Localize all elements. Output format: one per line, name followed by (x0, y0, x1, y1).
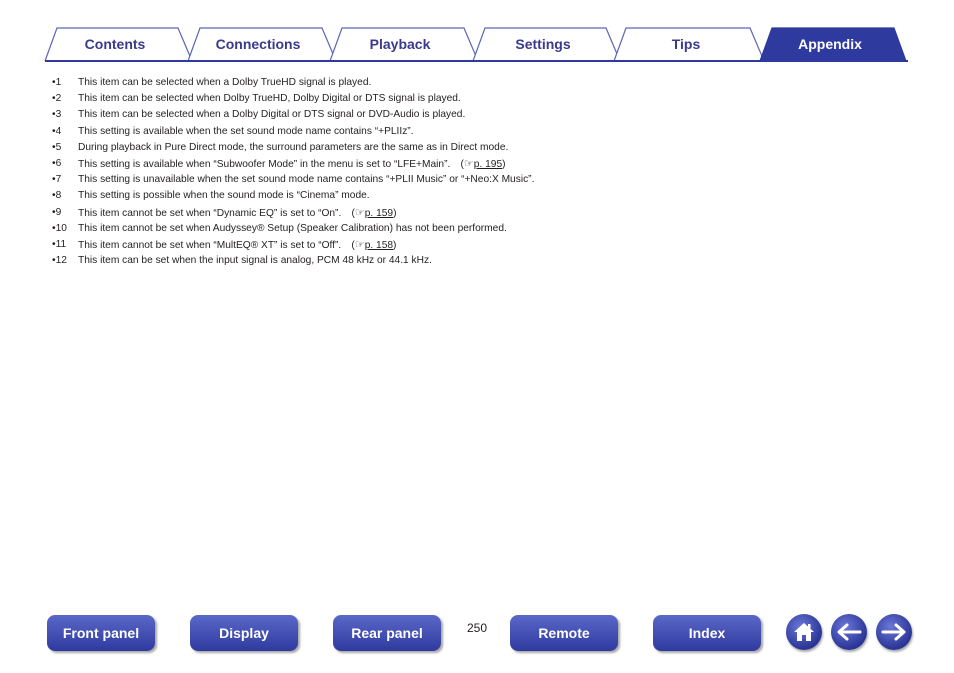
footnote-text: This item can be selected when a Dolby TrueHD signal is played. (78, 77, 372, 88)
rear-panel-button[interactable]: Rear panel (333, 615, 441, 651)
footnote-text-wrap (78, 221, 507, 237)
footnote-text-wrap (78, 237, 396, 254)
page-number: 250 (466, 621, 488, 635)
tab-contents[interactable]: Contents (84, 36, 146, 52)
footnote-marker: •4 (52, 125, 62, 137)
footnote-marker: •8 (52, 190, 62, 202)
footnote-item (52, 75, 852, 91)
footnote-text: This setting is unavailable when the set sound mode name contains “+PLII Music” or “+Neo:X Music”. (78, 174, 535, 186)
top-tab-bar (0, 0, 954, 66)
footnote-text-wrap (78, 156, 506, 173)
forward-arrow-icon (881, 623, 907, 641)
footnote-text: This setting is available when “Subwoofer Mode” in the menu is set to “LFE+Main”. (78, 158, 451, 170)
footnote-list (52, 75, 852, 269)
footnote-text-wrap (78, 205, 396, 222)
footnote-marker: •3 (52, 109, 62, 121)
page-reference-link[interactable]: (☞p. 158) (341, 238, 397, 251)
tab-tips[interactable]: Tips (671, 36, 701, 52)
footnote-marker: •1 (52, 77, 62, 88)
footnote-text: This setting is possible when the sound mode is “Cinema” mode. (78, 190, 370, 202)
footnote-text-wrap (78, 140, 508, 156)
footnote-text: During playback in Pure Direct mode, the surround parameters are the same as in Direct mode. (78, 141, 509, 153)
footnote-marker: •7 (52, 174, 62, 186)
footnote-text: This item can be selected when a Dolby Digital or DTS signal or DVD-Audio is played. (78, 109, 466, 121)
tab-playback[interactable]: Playback (369, 36, 431, 52)
footnote-item (52, 253, 852, 269)
footnote-item (52, 124, 852, 140)
pointing-hand-icon: ☞ (354, 206, 365, 219)
footnote-text-wrap (78, 172, 534, 188)
footnote-text: This item can be set when the input signal is analog, PCM 48 kHz or 44.1 kHz. (78, 255, 432, 267)
footnote-text: This item can be selected when Dolby TrueHD, Dolby Digital or DTS signal is played. (78, 93, 461, 105)
footnote-text-wrap (78, 91, 461, 107)
page-reference-label: p. 158 (364, 239, 394, 251)
footnote-text: This item cannot be set when “Dynamic EQ” is set to “On”. (78, 207, 342, 219)
footnote-item (52, 140, 852, 156)
footnote-item (52, 107, 852, 123)
footnote-item (52, 172, 852, 188)
page-reference-link[interactable]: (☞p. 195) (450, 157, 506, 170)
back-button[interactable] (831, 614, 867, 650)
footnote-marker: •11 (52, 238, 67, 250)
tab-settings[interactable]: Settings (515, 36, 571, 52)
page-reference-link[interactable]: (☞p. 159) (341, 206, 397, 219)
tab-appendix[interactable]: Appendix (798, 36, 862, 52)
home-icon (792, 621, 816, 643)
footnote-text-wrap (78, 124, 414, 140)
footnote-item (52, 156, 852, 172)
footnote-item (52, 188, 852, 204)
footnote-marker: •5 (52, 141, 62, 153)
page-reference-label: p. 195 (473, 158, 503, 170)
footnote-text: This item cannot be set when Audyssey® Setup (Speaker Calibration) has not been performed. (78, 222, 507, 234)
footnote-text-wrap (78, 75, 371, 91)
forward-button[interactable] (876, 614, 912, 650)
page-reference-label: p. 159 (364, 207, 394, 219)
footnote-item (52, 221, 852, 237)
footnote-item (52, 205, 852, 221)
index-button[interactable]: Index (653, 615, 761, 651)
tab-connections[interactable]: Connections (215, 36, 301, 52)
footnote-text: This item cannot be set when “MultEQ® XT” is set to “Off”. (78, 239, 342, 251)
display-button[interactable]: Display (190, 615, 298, 651)
footnote-text-wrap (78, 107, 465, 123)
footnote-marker: •6 (52, 157, 62, 169)
home-button[interactable] (786, 614, 822, 650)
pointing-hand-icon: ☞ (354, 238, 365, 251)
footnote-marker: •12 (52, 255, 67, 267)
footnote-marker: •9 (52, 206, 62, 218)
pointing-hand-icon: ☞ (463, 157, 474, 170)
footnote-marker: •10 (52, 222, 67, 234)
footnote-item (52, 237, 852, 253)
footnote-text: This setting is available when the set sound mode name contains “+PLIIz”. (78, 125, 414, 137)
front-panel-button[interactable]: Front panel (47, 615, 155, 651)
footnote-item (52, 91, 852, 107)
remote-button[interactable]: Remote (510, 615, 618, 651)
footnote-text-wrap (78, 188, 370, 204)
footnote-text-wrap (78, 253, 432, 269)
footnote-marker: •2 (52, 93, 62, 105)
back-arrow-icon (836, 623, 862, 641)
